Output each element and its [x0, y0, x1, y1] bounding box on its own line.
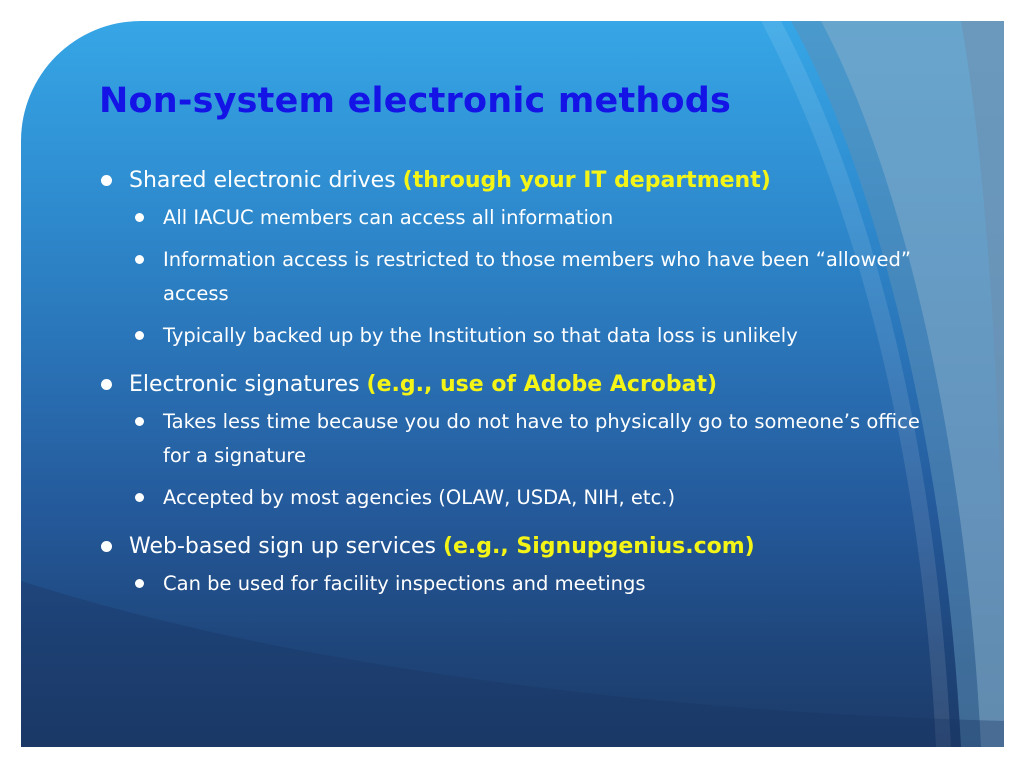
- bullet-shared-drives: [101, 165, 941, 197]
- bullet-group-shared-drives: [101, 165, 941, 353]
- slide-title: Non-system electronic methods: [99, 81, 732, 121]
- bullet-list: [101, 165, 941, 617]
- subbullet-icon: [135, 255, 144, 264]
- subbullet-item: [101, 405, 941, 473]
- subbullet-item: [101, 319, 941, 353]
- bullet-group-web-signup: [101, 531, 941, 601]
- bullet-highlight: (e.g., use of Adobe Acrobat): [366, 372, 718, 397]
- subbullet-list: [101, 201, 941, 353]
- subbullet-icon: [135, 579, 144, 588]
- slide: [21, 21, 1004, 747]
- subbullet-text: Accepted by most agencies (OLAW, USDA, NIH, etc.): [163, 486, 676, 509]
- subbullet-icon: [135, 213, 144, 222]
- subbullet-text: Takes less time because you do not have to physically go to someone’s office for a signature: [163, 410, 920, 467]
- subbullet-text: Information access is restricted to those members who have been “allowed” access: [163, 248, 911, 305]
- bullet-text: Shared electronic drives: [129, 168, 396, 193]
- bullet-electronic-signatures: [101, 369, 941, 401]
- bullet-web-signup: [101, 531, 941, 563]
- subbullet-item: [101, 201, 941, 235]
- subbullet-list: [101, 405, 941, 515]
- bullet-icon: [101, 175, 112, 186]
- subbullet-item: [101, 243, 941, 311]
- bullet-highlight: (through your IT department): [402, 168, 771, 193]
- subbullet-icon: [135, 331, 144, 340]
- bullet-group-electronic-signatures: [101, 369, 941, 515]
- bullet-icon: [101, 379, 112, 390]
- subbullet-icon: [135, 417, 144, 426]
- bullet-text: Web-based sign up services: [129, 534, 436, 559]
- subbullet-text: Can be used for facility inspections and meetings: [163, 572, 646, 595]
- subbullet-list: [101, 567, 941, 601]
- bullet-icon: [101, 541, 112, 552]
- bullet-text: Electronic signatures: [129, 372, 360, 397]
- subbullet-item: [101, 567, 941, 601]
- bullet-highlight: (e.g., Signupgenius.com): [442, 534, 755, 559]
- subbullet-icon: [135, 493, 144, 502]
- subbullet-text: All IACUC members can access all information: [163, 206, 614, 229]
- subbullet-item: [101, 481, 941, 515]
- subbullet-text: Typically backed up by the Institution so that data loss is unlikely: [163, 324, 798, 347]
